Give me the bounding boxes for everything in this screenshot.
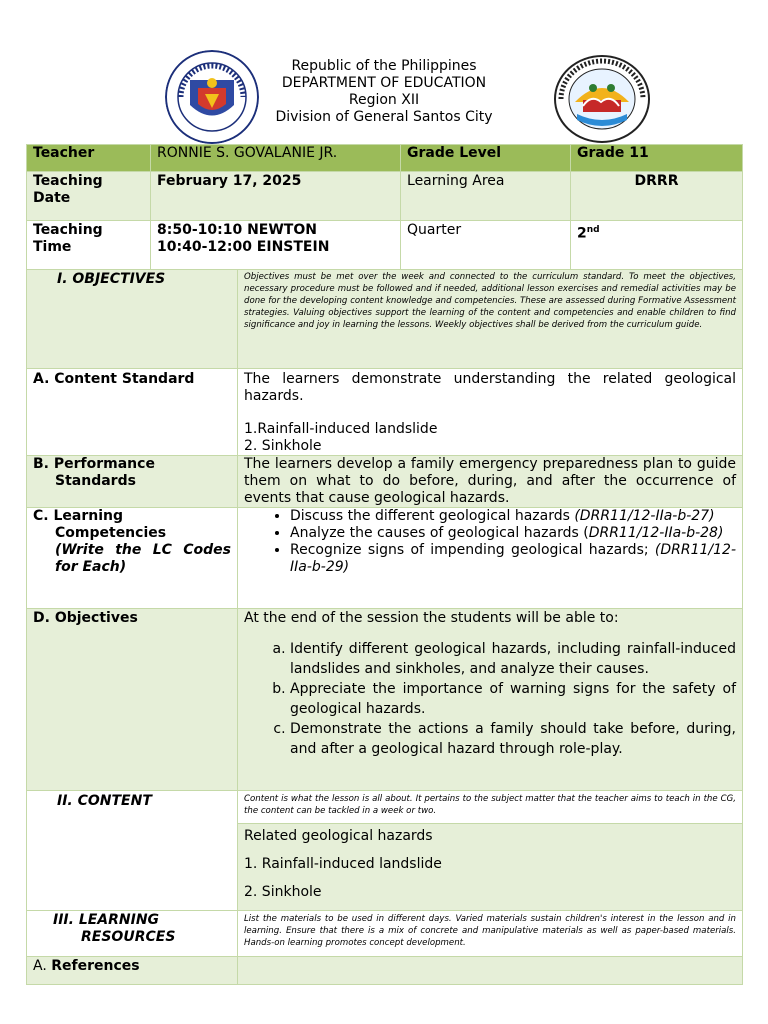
content-note-row: [27, 791, 743, 824]
time-row: [27, 221, 743, 270]
competency-code: (DRR11/12-IIa-b-27): [574, 508, 715, 524]
competency-code: DRR11/12-IIa-b-28): [588, 525, 724, 541]
time-slot-1: 8:50-10:10 NEWTON: [157, 222, 317, 238]
competencies-list-cell: [238, 508, 743, 609]
competency-text: Discuss the different geological hazards: [290, 508, 575, 524]
resources-heading-line2: RESOURCES: [81, 929, 176, 945]
content-heading: II. CONTENT: [27, 791, 238, 911]
objectives-d-intro: At the end of the session the students will be able to:: [244, 610, 619, 626]
grade-level-value: Grade 11: [571, 145, 743, 172]
teacher-row: [27, 145, 743, 172]
references-row: [27, 957, 743, 985]
division-line: Division of General Santos City: [275, 109, 493, 125]
teaching-time-label: Teaching Time: [27, 221, 151, 270]
references-value: [238, 957, 743, 985]
grade-level-label: Grade Level: [401, 145, 571, 172]
objectives-row: [27, 270, 743, 369]
competencies-label-line1: C. Learning: [33, 508, 123, 524]
quarter-suffix: nd: [586, 225, 600, 235]
competency-text: Analyze the causes of geological hazards (: [290, 525, 589, 541]
time-slot-2: 10:40-12:00 EINSTEIN: [157, 239, 330, 255]
republic-line: Republic of the Philippines: [291, 58, 477, 74]
content-standard-item-1: 1.Rainfall-induced landslide: [244, 421, 438, 437]
performance-label-line1: B. Performance: [33, 456, 155, 472]
performance-row: [27, 456, 743, 508]
competency-item: [290, 542, 736, 576]
lesson-plan-table: [26, 144, 743, 985]
region-line: Region XII: [348, 92, 420, 108]
performance-label-line2: Standards: [55, 473, 136, 489]
competency-code: (DRR11/12-IIa-b-29): [290, 542, 737, 575]
objectives-d-row: [27, 609, 743, 791]
content-standard-label: A. Content Standard: [27, 369, 238, 456]
quarter-label: Quarter: [401, 221, 571, 270]
department-line: DEPARTMENT OF EDUCATION: [281, 75, 487, 91]
resources-heading: [27, 911, 238, 957]
references-label: [27, 957, 238, 985]
references-text: References: [51, 958, 140, 974]
teacher-value: RONNIE S. GOVALANIE JR.: [151, 145, 401, 172]
objectives-d-list: [244, 639, 736, 759]
competencies-label: [27, 508, 238, 609]
content-standard-item-2: 2. Sinkhole: [244, 438, 322, 454]
learning-area-value: DRRR: [571, 172, 743, 221]
content-line-3: 2. Sinkhole: [244, 884, 322, 900]
resources-note: List the materials to be used in different days. Varied materials sustain children's interest in the lesson and in learning. Ensure that there is a mix of concrete and manipulative materials as well as paper-based materials. Hands-on learning promotes concept development.: [238, 911, 743, 957]
performance-text: The learners develop a family emergency preparedness plan to guide them on what to do before, during, and after the occurrence of events that cause geological hazards.: [238, 456, 743, 508]
objectives-d-label: D. Objectives: [27, 609, 238, 791]
content-line-2: 1. Rainfall-induced landslide: [244, 856, 442, 872]
objectives-note: Objectives must be met over the week and connected to the curriculum standard. To meet the objectives, necessary procedure must be followed and if needed, additional lesson exercises and remedial activities may be done for the developing content knowledge and competencies. These are assessed during Formative Assessment strategies. Valuing objectives support the learning of the content and competencies and enable children to find significance and joy in learning the lessons. Weekly objectives shall be derived from the curriculum guide.: [238, 270, 743, 369]
quarter-value: [571, 221, 743, 270]
objectives-d-cell: [238, 609, 743, 791]
competency-item: [290, 525, 736, 542]
quarter-number: 2: [577, 225, 587, 242]
objective-item: b. Appreciate the importance of warning signs for the safety of geological hazards.: [290, 679, 736, 719]
header-text: [236, 58, 532, 126]
content-standard-text: The learners demonstrate understanding the related geological hazards.: [244, 371, 737, 404]
references-prefix: A.: [33, 958, 52, 974]
competencies-row: [27, 508, 743, 609]
content-body: [238, 824, 743, 911]
competencies-list: [244, 508, 736, 576]
teaching-date-value: February 17, 2025: [151, 172, 401, 221]
objective-item: c. Demonstrate the actions a family should take before, during, and after a geological hazard through role-play.: [290, 719, 736, 759]
learning-area-label: Learning Area: [401, 172, 571, 221]
division-seal-logo: [553, 54, 651, 144]
date-row: [27, 172, 743, 221]
objectives-heading: I. OBJECTIVES: [27, 270, 238, 369]
competency-text: Recognize signs of impending geological hazards;: [290, 542, 655, 558]
resources-row: [27, 911, 743, 957]
content-note: Content is what the lesson is all about. It pertains to the subject matter that the teacher aims to teach in the CG, the content can be tackled in a week or two.: [238, 791, 743, 824]
objective-item: a. Identify different geological hazards, including rainfall-induced landslides and sinkholes, and analyze their causes.: [290, 639, 736, 679]
document-header: [0, 50, 768, 140]
competencies-label-line3: (Write the LC Codes for Each): [55, 542, 231, 575]
resources-heading-line1: III. LEARNING: [53, 912, 160, 928]
teaching-time-value: [151, 221, 401, 270]
competencies-label-line2: Competencies: [55, 525, 167, 541]
content-standard-cell: [238, 369, 743, 456]
content-standard-row: [27, 369, 743, 456]
performance-label: [27, 456, 238, 508]
teacher-label: Teacher: [27, 145, 151, 172]
competency-item: [290, 508, 736, 525]
teaching-date-label: Teaching Date: [27, 172, 151, 221]
content-line-1: Related geological hazards: [244, 828, 433, 844]
